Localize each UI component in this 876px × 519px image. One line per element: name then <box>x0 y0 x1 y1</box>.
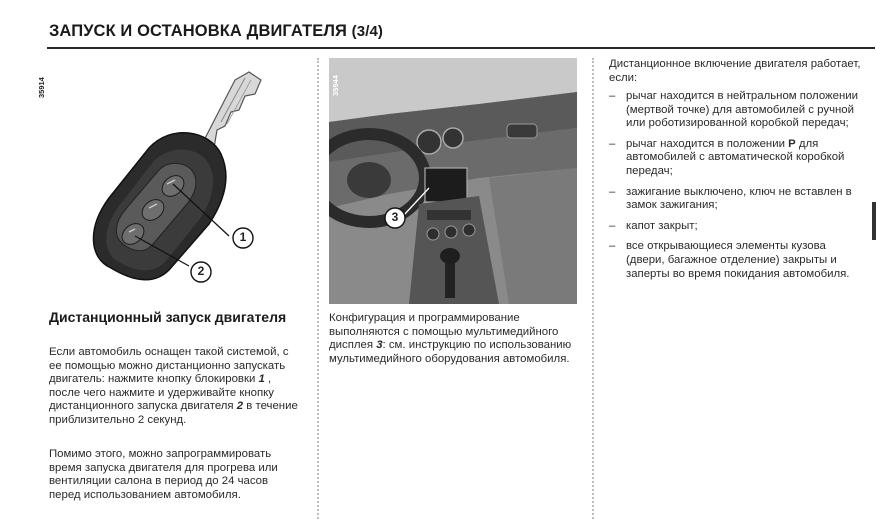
list-item <box>609 138 864 179</box>
title-rule <box>47 47 875 49</box>
condition-neutral: рычаг находится в нейтральном положении (мертвой точке) для автомобилей с ручной или роботизированной коробкой передач; <box>626 90 859 130</box>
p1-text-e: в течение приблизительно 2 секунд. <box>49 400 298 426</box>
condition-park-a: рычаг находится в положении <box>626 137 789 150</box>
column-separator-right <box>592 58 594 519</box>
page-title-part: (3/4) <box>351 23 383 40</box>
p1-text-a: Если автомобиль оснащен такой системой, с ее помощью можно дистанционно запускать двигатель: нажмите кнопку блокировки <box>49 346 289 386</box>
list-item <box>609 240 864 281</box>
p1-ref-1: 1 <box>258 373 265 386</box>
list-item <box>609 220 864 234</box>
page-title-text: ЗАПУСК И ОСТАНОВКА ДВИГАТЕЛЯ <box>49 22 347 40</box>
page-title <box>49 22 383 41</box>
p1-text-c: , после чего нажмите и удерживайте кнопку дистанционного запуска двигателя <box>49 373 274 413</box>
multimedia-display <box>425 168 467 202</box>
dashboard-illustration <box>329 58 577 304</box>
key-fob-figure <box>37 58 305 302</box>
list-dash: – <box>609 137 616 150</box>
right-intro: Дистанционное включение двигателя работает, если: <box>609 58 861 84</box>
condition-doors: все открывающиеся элементы кузова (двери, багажное отделение) закрыты и заперты во время покидания автомобиля. <box>626 240 850 280</box>
left-paragraph-1 <box>49 346 299 428</box>
list-item <box>609 186 864 213</box>
callout-3-label: 3 <box>391 210 399 224</box>
column-separator-left <box>317 58 319 519</box>
middle-paragraph <box>329 312 577 366</box>
condition-park-c: для автомобилей с автоматической коробкой передач; <box>626 137 845 177</box>
mid-ref-3: 3 <box>376 339 383 352</box>
list-item <box>609 90 864 131</box>
mid-text-a: Конфигурация и программирование выполняются с помощью мультимедийного дисплея <box>329 312 559 352</box>
list-dash: – <box>609 90 616 102</box>
condition-park-p: P <box>788 137 796 150</box>
key-fob-body <box>93 133 225 280</box>
p1-ref-2: 2 <box>236 400 244 413</box>
callout-2-label: 2 <box>197 264 205 278</box>
figure-code: 35944 <box>331 75 340 96</box>
dashboard-figure <box>329 58 577 304</box>
condition-hood: капот закрыт; <box>626 219 698 232</box>
key-fob-illustration <box>49 58 305 302</box>
list-dash: – <box>609 219 616 232</box>
list-dash: – <box>609 240 616 253</box>
mid-text-c: : см. инструкцию по использованию мультимедийного оборудования автомобиля. <box>329 339 572 365</box>
figure-code: 35914 <box>37 77 46 98</box>
list-dash: – <box>609 185 616 198</box>
callout-1-label: 1 <box>239 230 247 244</box>
condition-ignition: зажигание выключено, ключ не вставлен в замок зажигания; <box>626 185 852 212</box>
section-heading: Дистанционный запуск двигателя <box>49 309 287 325</box>
page-edge-tab <box>872 202 876 240</box>
left-paragraph-2: Помимо этого, можно запрограммировать время запуска двигателя для прогрева или вентиляции салона в период до 24 часов перед использованием автомобиля. <box>49 448 278 501</box>
conditions-list <box>609 90 864 288</box>
